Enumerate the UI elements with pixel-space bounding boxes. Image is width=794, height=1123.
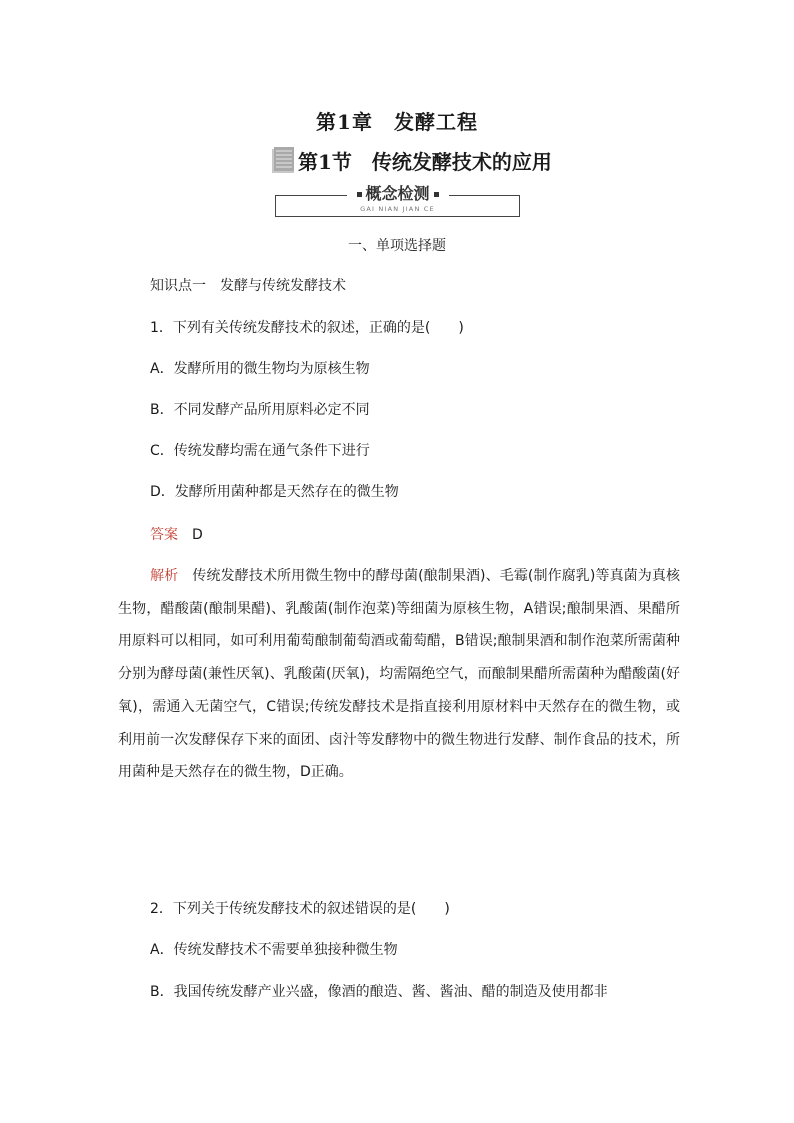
- question-1-stem: 1．下列有关传统发酵技术的叙述，正确的是( ): [150, 320, 464, 336]
- concept-check-banner: [275, 184, 520, 217]
- question-1-option-c: C．传统发酵均需在通气条件下进行: [150, 443, 370, 459]
- question-2-stem: 2．下列关于传统发酵技术的叙述错误的是( ): [150, 901, 450, 917]
- question-2-option-a: A．传统发酵技术不需要单独接种微生物: [150, 942, 398, 958]
- answer-label: 答案: [150, 527, 178, 543]
- part-heading: 一、单项选择题: [348, 238, 446, 254]
- question-1-analysis: [118, 560, 680, 789]
- section-title: 第1节 传统发酵技术的应用: [298, 149, 552, 174]
- banner-label-text: 概念检测: [365, 184, 430, 203]
- banner-pinyin: GAI NIAN JIAN CE: [360, 205, 435, 213]
- answer-value: D: [192, 527, 203, 543]
- banner-label: [346, 184, 448, 204]
- question-1-option-b: B．不同发酵产品所用原料必定不同: [150, 402, 370, 418]
- question-1-answer: [150, 525, 203, 545]
- question-1-option-a: A．发酵所用的微生物均为原核生物: [150, 361, 370, 377]
- question-1-option-d: D．发酵所用菌种都是天然存在的微生物: [150, 484, 399, 500]
- analysis-text: 传统发酵技术所用微生物中的酵母菌(酿制果酒)、毛霉(制作腐乳)等真菌为真核生物，醋酸菌(酿制果醋)、乳酸菌(制作泡菜)等细菌为原核生物，A错误;酿制果酒、果醋所用原料可以相同，如可利用葡萄酿制葡萄酒或葡萄醋，B错误;酿制果酒和制作泡菜所需菌种分别为酵母菌(兼性厌氧)、乳酸菌(厌氧)，均需隔绝空气，而酿制果醋所需菌种为醋酸菌(好氧)，需通入无菌空气，C错误;传统发酵技术是指直接利用原材料中天然存在的微生物，或利用前一次发酵保存下来的面团、卤汁等发酵物中的微生物进行发酵、制作食品的技术，所用菌种是天然存在的微生物，D正确。: [118, 568, 680, 781]
- question-2-option-b: B．我国传统发酵产业兴盛，像酒的酿造、酱、酱油、醋的制造及使用都非: [150, 984, 608, 1000]
- analysis-label: 解析: [150, 568, 179, 584]
- knowledge-point-heading: 知识点一 发酵与传统发酵技术: [150, 278, 346, 294]
- section-header: [270, 142, 552, 178]
- bullet-icon: [356, 192, 361, 197]
- bullet-icon: [434, 192, 439, 197]
- book-icon: [270, 145, 296, 175]
- chapter-title: 第1章 发酵工程: [316, 110, 478, 134]
